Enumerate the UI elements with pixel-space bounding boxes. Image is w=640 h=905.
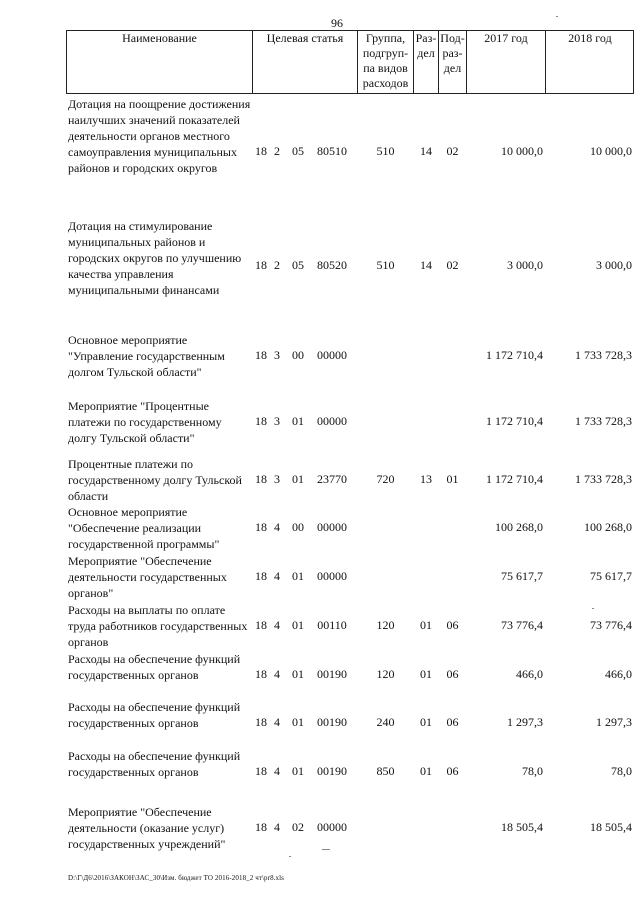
cell-target-subprogram: 4 bbox=[274, 618, 280, 632]
scan-speck bbox=[289, 856, 291, 857]
cell-target-subprogram: 4 bbox=[274, 820, 280, 834]
cell-year-2018: 10 000,0 bbox=[590, 144, 632, 158]
cell-year-2017: 78,0 bbox=[522, 764, 543, 778]
cell-target-direction: 00000 bbox=[317, 348, 347, 362]
cell-target-event: 00 bbox=[292, 520, 304, 534]
cell-name: Мероприятие "Процентные платежи по государственному долгу Тульской области" bbox=[68, 399, 222, 445]
footer-file-path: D:\Г\Д6\2016\ЗАКОН\ЗАС_30\Изм. бюджет ТО 2016-2018_2 чт\pr8.xls bbox=[68, 874, 284, 882]
cell-section: 14 bbox=[420, 144, 432, 158]
cell-target-event: 01 bbox=[292, 618, 304, 632]
cell-target-subprogram: 2 bbox=[274, 258, 280, 272]
cell-year-2018: 73 776,4 bbox=[590, 618, 632, 632]
cell-target-program: 18 bbox=[255, 520, 267, 534]
cell-year-2018: 100 268,0 bbox=[584, 520, 632, 534]
cell-year-2017: 1 297,3 bbox=[507, 715, 543, 729]
cell-year-2017: 1 172 710,4 bbox=[486, 472, 543, 486]
cell-target-event: 01 bbox=[292, 472, 304, 486]
cell-year-2017: 1 172 710,4 bbox=[486, 348, 543, 362]
cell-target-program: 18 bbox=[255, 414, 267, 428]
cell-target-direction: 80520 bbox=[317, 258, 347, 272]
cell-year-2017: 73 776,4 bbox=[501, 618, 543, 632]
cell-target-direction: 00000 bbox=[317, 569, 347, 583]
header-section: Раз- дел bbox=[415, 31, 437, 60]
cell-target-direction: 00000 bbox=[317, 820, 347, 834]
cell-target-subprogram: 3 bbox=[274, 348, 280, 362]
cell-year-2018: 1 733 728,3 bbox=[575, 414, 632, 428]
cell-year-2018: 78,0 bbox=[611, 764, 632, 778]
cell-group: 120 bbox=[376, 667, 395, 681]
cell-target-event: 00 bbox=[292, 348, 304, 362]
cell-target-program: 18 bbox=[255, 618, 267, 632]
cell-name: Дотация на стимулирование муниципальных районов и городских округов по улучшению качества управления муниципальными финансами bbox=[68, 219, 242, 297]
cell-section: 01 bbox=[420, 618, 432, 632]
cell-year-2017: 18 505,4 bbox=[501, 820, 543, 834]
cell-target-direction: 23770 bbox=[317, 472, 347, 486]
cell-year-2018: 75 617,7 bbox=[590, 569, 632, 583]
cell-subsection: 06 bbox=[446, 715, 459, 729]
cell-section: 01 bbox=[420, 667, 432, 681]
cell-target-subprogram: 3 bbox=[274, 472, 280, 486]
cell-name: Процентные платежи по государственному долгу Тульской области bbox=[68, 457, 242, 503]
cell-group: 120 bbox=[376, 618, 395, 632]
cell-year-2017: 75 617,7 bbox=[501, 569, 543, 583]
cell-subsection: 02 bbox=[446, 144, 459, 158]
cell-target-program: 18 bbox=[255, 667, 267, 681]
page-number: 96 bbox=[331, 16, 343, 30]
cell-target-event: 05 bbox=[292, 258, 304, 272]
cell-target-subprogram: 4 bbox=[274, 569, 280, 583]
cell-target-subprogram: 4 bbox=[274, 764, 280, 778]
cell-group: 720 bbox=[376, 472, 395, 486]
cell-year-2018: 3 000,0 bbox=[596, 258, 632, 272]
cell-name: Основное мероприятие "Управление государственным долгом Тульской области" bbox=[68, 333, 225, 379]
cell-target-subprogram: 2 bbox=[274, 144, 280, 158]
cell-target-direction: 00000 bbox=[317, 520, 347, 534]
cell-target-direction: 00000 bbox=[317, 414, 347, 428]
cell-year-2018: 18 505,4 bbox=[590, 820, 632, 834]
cell-target-program: 18 bbox=[255, 569, 267, 583]
cell-subsection: 02 bbox=[446, 258, 459, 272]
cell-year-2017: 10 000,0 bbox=[501, 144, 543, 158]
cell-subsection: 06 bbox=[446, 667, 459, 681]
cell-target-program: 18 bbox=[255, 715, 267, 729]
cell-group: 510 bbox=[376, 258, 395, 272]
cell-target-event: 05 bbox=[292, 144, 304, 158]
cell-section: 13 bbox=[420, 472, 432, 486]
cell-year-2017: 100 268,0 bbox=[495, 520, 543, 534]
cell-year-2018: 466,0 bbox=[605, 667, 632, 681]
cell-target-direction: 00190 bbox=[317, 764, 347, 778]
cell-group: 510 bbox=[376, 144, 395, 158]
cell-group: 240 bbox=[376, 715, 395, 729]
cell-target-event: 01 bbox=[292, 414, 304, 428]
header-year-2018: 2018 год bbox=[568, 31, 612, 45]
cell-year-2018: 1 297,3 bbox=[596, 715, 632, 729]
scan-speck bbox=[322, 849, 330, 850]
cell-section: 01 bbox=[420, 764, 432, 778]
cell-target-subprogram: 4 bbox=[274, 715, 280, 729]
scan-speck bbox=[592, 608, 594, 609]
cell-target-program: 18 bbox=[255, 820, 267, 834]
header-target: Целевая статья bbox=[266, 31, 344, 45]
header-group: Группа, подгруп- па видов расходов bbox=[362, 31, 409, 90]
cell-name: Расходы на обеспечение функций государственных органов bbox=[68, 749, 241, 779]
cell-year-2018: 1 733 728,3 bbox=[575, 472, 632, 486]
cell-target-direction: 00190 bbox=[317, 715, 347, 729]
header-subsection: Под- раз- дел bbox=[440, 31, 465, 75]
cell-target-subprogram: 4 bbox=[274, 667, 280, 681]
cell-name: Дотация на поощрение достижения наилучших значений показателей деятельности органов местного самоуправления муниципальных районов и городских округов bbox=[68, 97, 251, 175]
cell-year-2018: 1 733 728,3 bbox=[575, 348, 632, 362]
cell-target-direction: 00190 bbox=[317, 667, 347, 681]
cell-name: Расходы на выплаты по оплате труда работников государственных органов bbox=[68, 603, 248, 649]
cell-target-program: 18 bbox=[255, 348, 267, 362]
cell-section: 01 bbox=[420, 715, 432, 729]
cell-year-2017: 1 172 710,4 bbox=[486, 414, 543, 428]
cell-name: Основное мероприятие "Обеспечение реализации государственной программы" bbox=[68, 505, 220, 551]
cell-year-2017: 466,0 bbox=[516, 667, 543, 681]
cell-name: Мероприятие "Обеспечение деятельности государственных органов" bbox=[68, 554, 227, 600]
header-name: Наименование bbox=[122, 31, 197, 45]
cell-target-direction: 80510 bbox=[317, 144, 347, 158]
cell-subsection: 06 bbox=[446, 618, 459, 632]
cell-group: 850 bbox=[376, 764, 395, 778]
cell-target-event: 02 bbox=[292, 820, 304, 834]
cell-target-program: 18 bbox=[255, 472, 267, 486]
cell-target-event: 01 bbox=[292, 715, 304, 729]
cell-target-event: 01 bbox=[292, 569, 304, 583]
cell-target-event: 01 bbox=[292, 764, 304, 778]
cell-name: Мероприятие "Обеспечение деятельности (оказание услуг) государственных учреждений" bbox=[68, 805, 226, 851]
cell-target-program: 18 bbox=[255, 258, 267, 272]
cell-name: Расходы на обеспечение функций государственных органов bbox=[68, 652, 241, 682]
scan-speck bbox=[556, 16, 558, 17]
cell-subsection: 01 bbox=[446, 472, 459, 486]
cell-subsection: 06 bbox=[446, 764, 459, 778]
cell-target-program: 18 bbox=[255, 144, 267, 158]
cell-section: 14 bbox=[420, 258, 432, 272]
cell-target-subprogram: 3 bbox=[274, 414, 280, 428]
cell-target-program: 18 bbox=[255, 764, 267, 778]
cell-target-event: 01 bbox=[292, 667, 304, 681]
cell-target-subprogram: 4 bbox=[274, 520, 280, 534]
cell-year-2017: 3 000,0 bbox=[507, 258, 543, 272]
cell-name: Расходы на обеспечение функций государственных органов bbox=[68, 700, 241, 730]
cell-target-direction: 00110 bbox=[317, 618, 347, 632]
header-year-2017: 2017 год bbox=[484, 31, 528, 45]
